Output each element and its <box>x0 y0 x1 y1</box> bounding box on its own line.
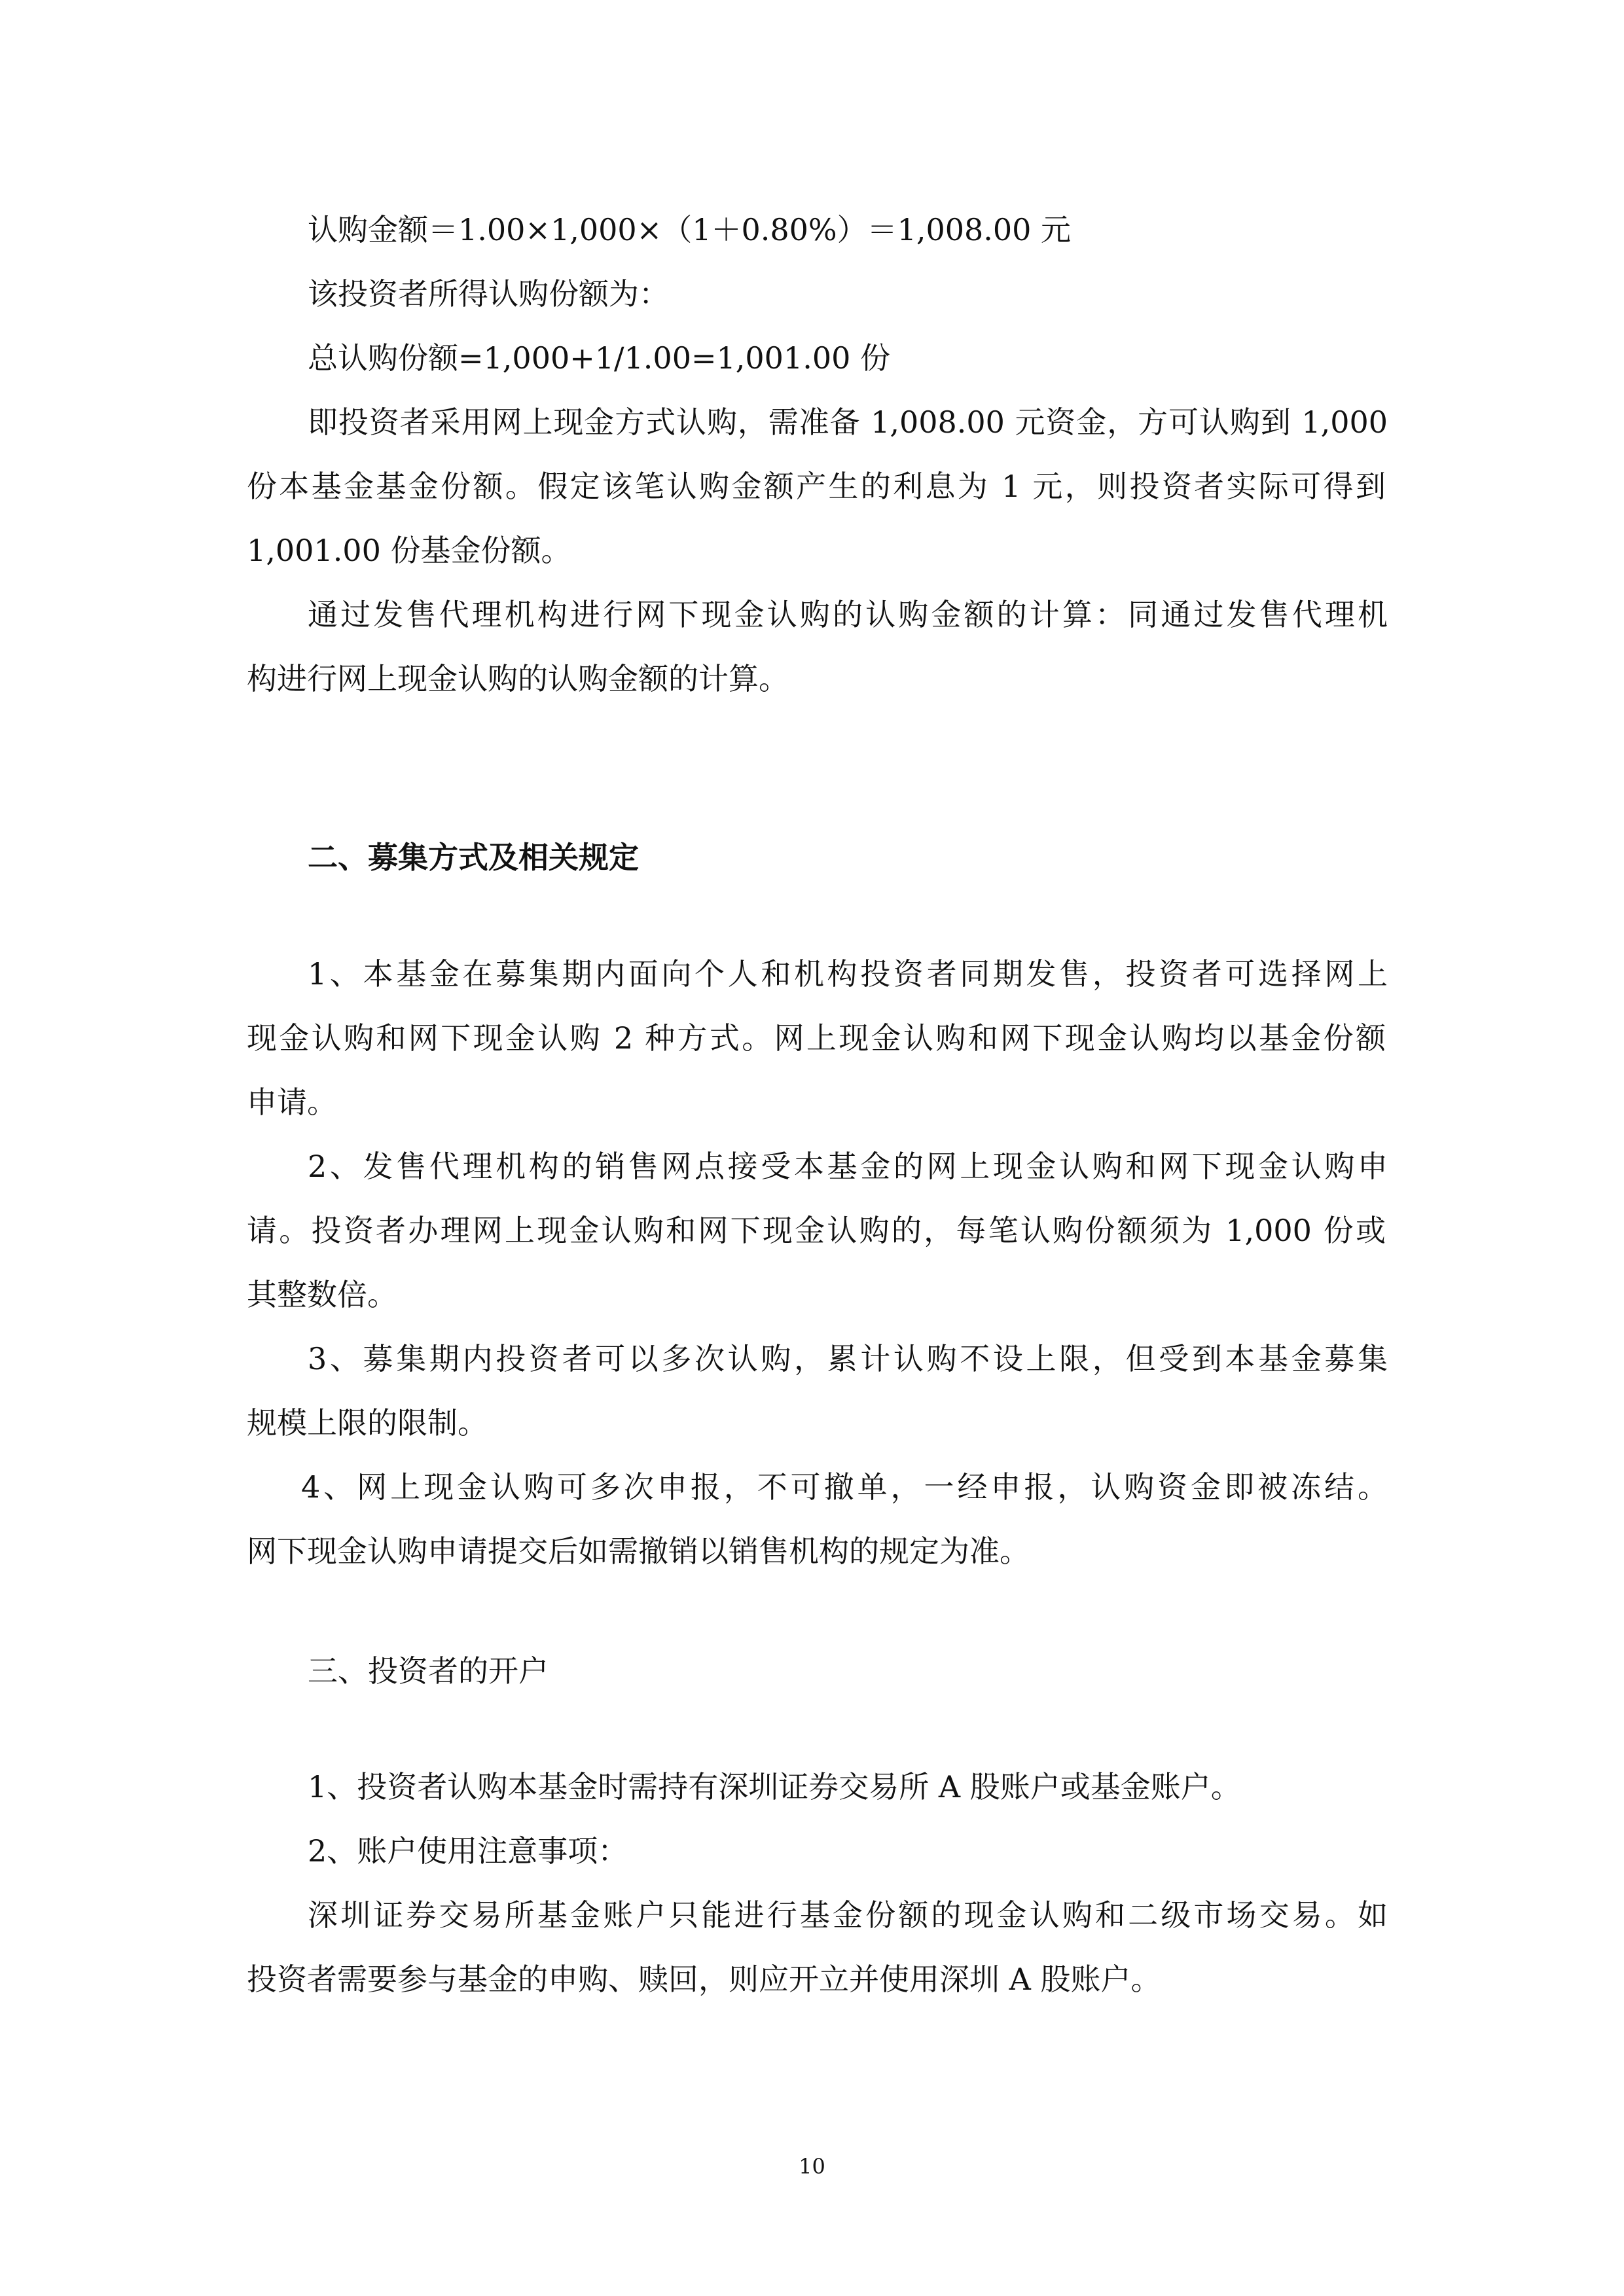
section2-item4-line2: 网下现金认购申请提交后如需撤销以销售机构的规定为准。 <box>247 1534 1030 1569</box>
section2-item1-line3: 申请。 <box>247 1085 337 1120</box>
section3-para-line1: 深圳证券交易所基金账户只能进行基金份额的现金认购和二级市场交易。如 <box>308 1897 1388 1933</box>
section3-para-line2: 投资者需要参与基金的申购、赎回，则应开立并使用深圳 A 股账户。 <box>247 1962 1161 1997</box>
section2-item3-line2: 规模上限的限制。 <box>247 1405 488 1441</box>
calc-para2-line2: 构进行网上现金认购的认购金额的计算。 <box>247 661 789 696</box>
calc-para1-line2: 份本基金基金份额。假定该笔认购金额产生的利息为 1 元，则投资者实际可得到 <box>247 469 1386 504</box>
page-number: 10 <box>799 2154 825 2179</box>
calc-line-total-shares: 总认购份额=1,000+1/1.00=1,001.00 份 <box>308 340 890 376</box>
section2-heading: 二、募集方式及相关规定 <box>308 840 639 875</box>
section3-heading: 三、投资者的开户 <box>308 1653 549 1689</box>
section2-item2-line2: 请。投资者办理网上现金认购和网下现金认购的，每笔认购份额须为 1,000 份或 <box>247 1213 1386 1248</box>
section2-item3-line1: 3、募集期内投资者可以多次认购，累计认购不设上限，但受到本基金募集 <box>308 1341 1388 1376</box>
calc-line-subscription-amount: 认购金额＝1.00×1,000×（1＋0.80%）＝1,008.00 元 <box>308 212 1072 247</box>
section3-item2: 2、账户使用注意事项： <box>308 1833 628 1869</box>
calc-para1-line1: 即投资者采用网上现金方式认购，需准备 1,008.00 元资金，方可认购到 1,000 <box>308 404 1388 440</box>
calc-para1-line3: 1,001.00 份基金份额。 <box>247 533 571 568</box>
section2-item1-line1: 1、本基金在募集期内面向个人和机构投资者同期发售，投资者可选择网上 <box>308 956 1388 992</box>
section2-item2-line3: 其整数倍。 <box>247 1277 397 1312</box>
section2-item2-line1: 2、发售代理机构的销售网点接受本基金的网上现金认购和网下现金认购申 <box>308 1149 1388 1184</box>
section3-item1: 1、投资者认购本基金时需持有深圳证券交易所 A 股账户或基金账户。 <box>308 1769 1241 1804</box>
calc-line-share-intro: 该投资者所得认购份额为： <box>308 276 669 312</box>
section2-item1-line2: 现金认购和网下现金认购 2 种方式。网上现金认购和网下现金认购均以基金份额 <box>247 1020 1386 1056</box>
section2-item4-line1: 4、网上现金认购可多次申报，不可撤单，一经申报，认购资金即被冻结。 <box>301 1469 1388 1505</box>
calc-para2-line1: 通过发售代理机构进行网下现金认购的认购金额的计算：同通过发售代理机 <box>308 597 1388 632</box>
